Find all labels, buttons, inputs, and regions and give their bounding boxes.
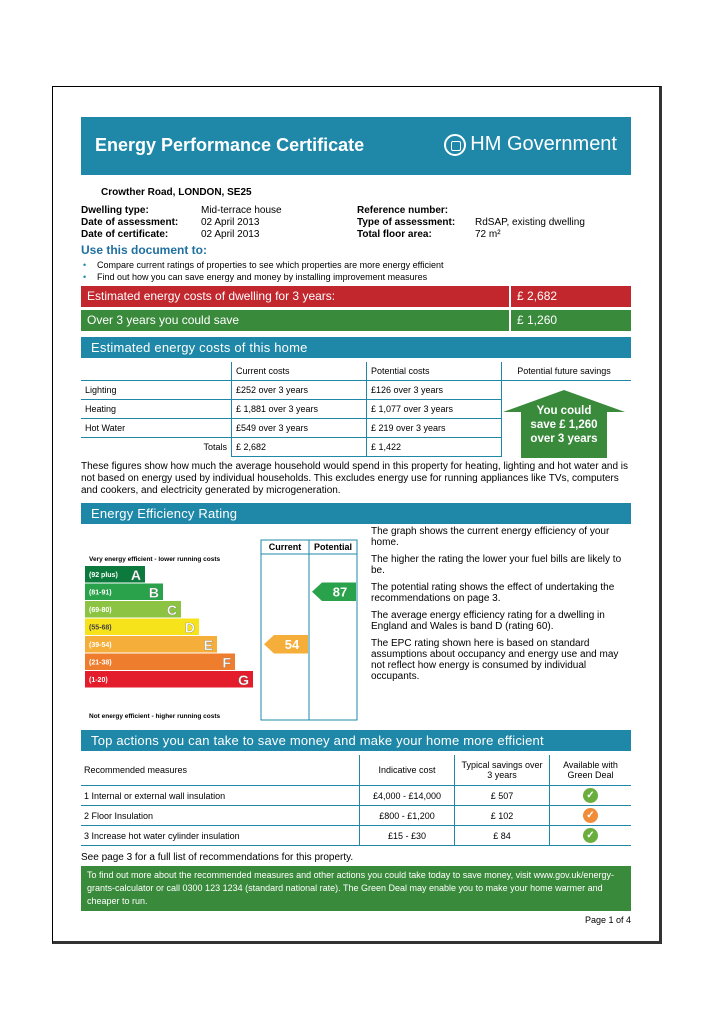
- measure-name: 1 Internal or external wall insulation: [81, 786, 360, 806]
- cost-header: Indicative cost: [360, 755, 455, 786]
- band-letter: F: [222, 654, 231, 671]
- current-column: [261, 540, 309, 720]
- savings-line: save £ 1,260: [530, 419, 598, 431]
- costs-header-row: [81, 362, 502, 381]
- current-costs-header: Current costs: [232, 362, 367, 381]
- actions-section-title: Top actions you can take to save money and make your home more efficient: [81, 730, 631, 751]
- assessment-type-label: Type of assessment:: [357, 217, 456, 228]
- rating-section-title: Energy Efficiency Rating: [81, 503, 631, 524]
- estimated-costs-value: £ 2,682: [511, 286, 631, 307]
- potential-rating-value: 87: [332, 584, 348, 600]
- potential-costs-header: Potential costs: [367, 362, 502, 381]
- current-cost: £549 over 3 years: [232, 419, 367, 438]
- savings-line: over 3 years: [530, 433, 598, 445]
- current-cost: £252 over 3 years: [232, 381, 367, 400]
- current-column-label: Current: [268, 542, 302, 552]
- cost-item: Hot Water: [81, 419, 232, 438]
- actions-table: [81, 755, 631, 846]
- savings-label: Over 3 years you could save: [81, 310, 509, 331]
- savings-value: £ 1,260: [511, 310, 631, 331]
- floor-area-label: Total floor area:: [357, 229, 432, 240]
- assessment-date-label: Date of assessment:: [81, 217, 179, 228]
- green-deal-cell: [550, 806, 632, 826]
- band-range-label: (1-20): [89, 677, 108, 684]
- reference-number: [475, 205, 631, 216]
- property-address: Crowther Road, LONDON, SE25: [101, 187, 252, 198]
- floor-area: 72 m²: [475, 229, 501, 240]
- certificate-date-label: Date of certificate:: [81, 229, 169, 240]
- use-title: Use this document to:: [81, 243, 208, 257]
- band-range-label: (21-38): [89, 659, 112, 667]
- measure-name: 2 Floor Insulation: [81, 806, 360, 826]
- certificate-date: 02 April 2013: [201, 229, 260, 240]
- measure-cost: £800 - £1,200: [360, 806, 455, 826]
- band-range-label: (55-68): [89, 624, 112, 632]
- future-savings-header: Potential future savings: [497, 362, 631, 381]
- page-title: Energy Performance Certificate: [95, 135, 365, 155]
- measure-saving: £ 102: [455, 806, 550, 826]
- cost-item: Heating: [81, 400, 232, 419]
- costs-note: These figures show how much the average household would spend in this property for heating, lighting and hot water and is not based on energy used by individual households. This excludes energy use for running appliances like TVs, computers and cookers, and electricity generated by microgeneration.: [81, 461, 629, 496]
- royal-crest-icon: [444, 134, 466, 156]
- table-row: [81, 826, 631, 846]
- check-circle-icon: ✓: [583, 788, 598, 803]
- check-circle-icon: ✓: [583, 828, 598, 843]
- page-number: Page 1 of 4: [584, 915, 631, 925]
- band-letter: C: [166, 602, 177, 618]
- reference-label: Reference number:: [357, 205, 449, 216]
- savings-arrow: [503, 390, 625, 458]
- green-deal-header: Available with Green Deal: [550, 755, 632, 786]
- potential-column-label: Potential: [313, 542, 353, 552]
- band-letter: G: [238, 672, 249, 688]
- rating-explanation: [371, 526, 631, 688]
- band-letter: B: [148, 584, 159, 601]
- band-range-label: (69-80): [89, 607, 112, 614]
- band-range-label: (39-54): [89, 642, 112, 649]
- table-row: [81, 400, 502, 419]
- savings-header: Typical savings over 3 years: [455, 755, 550, 786]
- measure-cost: £4,000 - £14,000: [360, 786, 455, 806]
- measure-saving: £ 84: [455, 826, 550, 846]
- band-letter: E: [203, 637, 213, 653]
- current-rating-value: 54: [284, 637, 300, 652]
- info-box: To find out more about the recommended measures and other actions you could take today to save money, visit www.gov.uk/energy-grants-calculator or call 0300 123 1234 (standard national rate). The Green Deal may enable you to make your home warmer and cheaper to run.: [81, 866, 631, 911]
- band-range-label: (81-91): [89, 589, 112, 597]
- estimated-costs-band: [81, 286, 631, 307]
- current-total: £ 2,682: [232, 438, 367, 457]
- rating-paragraph: The average energy efficiency rating for a dwelling in England and Wales is band D (rating 60).: [371, 610, 605, 632]
- potential-cost: £126 over 3 years: [367, 381, 502, 400]
- green-deal-cell: [550, 826, 632, 846]
- check-circle-icon: ✓: [583, 808, 598, 823]
- measure-cost: £15 - £30: [360, 826, 455, 846]
- band-range-label: (92 plus): [89, 572, 118, 579]
- table-row: [81, 419, 502, 438]
- band-letter: A: [130, 567, 141, 583]
- green-deal-cell: [550, 786, 632, 806]
- gov-label: HM Government: [470, 133, 617, 155]
- certificate-page: [52, 86, 662, 944]
- bottom-caption: Not energy efficient - higher running costs: [89, 713, 221, 720]
- hm-government-logo: [444, 133, 617, 156]
- rating-paragraph: The graph shows the current energy efficiency of your home.: [371, 526, 610, 548]
- table-row: [81, 381, 502, 400]
- current-cost: £ 1,881 over 3 years: [232, 400, 367, 419]
- measure-name: 3 Increase hot water cylinder insulation: [81, 826, 360, 846]
- energy-rating-chart: [81, 528, 367, 724]
- table-row: [81, 806, 631, 826]
- use-bullet: • Find out how you can save energy and money by installing improvement measures: [81, 271, 631, 283]
- rating-paragraph: The EPC rating shown here is based on standard assumptions about occupancy and energy use and may not reflect how energy is consumed by individual occupants.: [371, 638, 619, 682]
- top-caption: Very energy efficient - lower running costs: [89, 556, 221, 563]
- dwelling-type-label: Dwelling type:: [81, 205, 149, 216]
- actions-header-row: [81, 755, 631, 786]
- costs-header-empty: [81, 362, 232, 381]
- use-bullets: [81, 259, 631, 283]
- rating-paragraph: The potential rating shows the effect of undertaking the recommendations on page 3.: [371, 582, 615, 604]
- savings-arrow-text: [503, 404, 625, 446]
- potential-cost: £ 219 over 3 years: [367, 419, 502, 438]
- property-details: [81, 205, 631, 240]
- costs-table: [81, 362, 631, 458]
- dwelling-type: Mid-terrace house: [201, 205, 282, 216]
- measures-header: Recommended measures: [81, 755, 360, 786]
- measure-saving: £ 507: [455, 786, 550, 806]
- rating-bands: [85, 566, 253, 688]
- assessment-date: 02 April 2013: [201, 217, 260, 228]
- title-bar: [81, 117, 631, 175]
- band-g: [85, 671, 253, 688]
- potential-cost: £ 1,077 over 3 years: [367, 400, 502, 419]
- see-more-note: See page 3 for a full list of recommendations for this property.: [81, 852, 354, 863]
- cost-item: Lighting: [81, 381, 232, 400]
- table-row: [81, 786, 631, 806]
- totals-label: Totals: [203, 442, 227, 453]
- use-bullet: • Compare current ratings of properties to see which properties are more energy efficient: [81, 259, 631, 271]
- estimated-costs-label: Estimated energy costs of dwelling for 3 years:: [81, 286, 509, 307]
- savings-band: [81, 310, 631, 331]
- rating-area: [81, 528, 631, 724]
- potential-column: [309, 540, 357, 720]
- rating-markers: [264, 583, 356, 654]
- costs-section-title: Estimated energy costs of this home: [81, 337, 631, 358]
- potential-total: £ 1,422: [367, 438, 502, 457]
- totals-row: [81, 438, 502, 457]
- band-letter: D: [184, 619, 195, 636]
- savings-line: You could: [536, 405, 592, 417]
- rating-paragraph: The higher the rating the lower your fuel bills are likely to be.: [371, 554, 622, 576]
- assessment-type: RdSAP, existing dwelling: [475, 217, 585, 228]
